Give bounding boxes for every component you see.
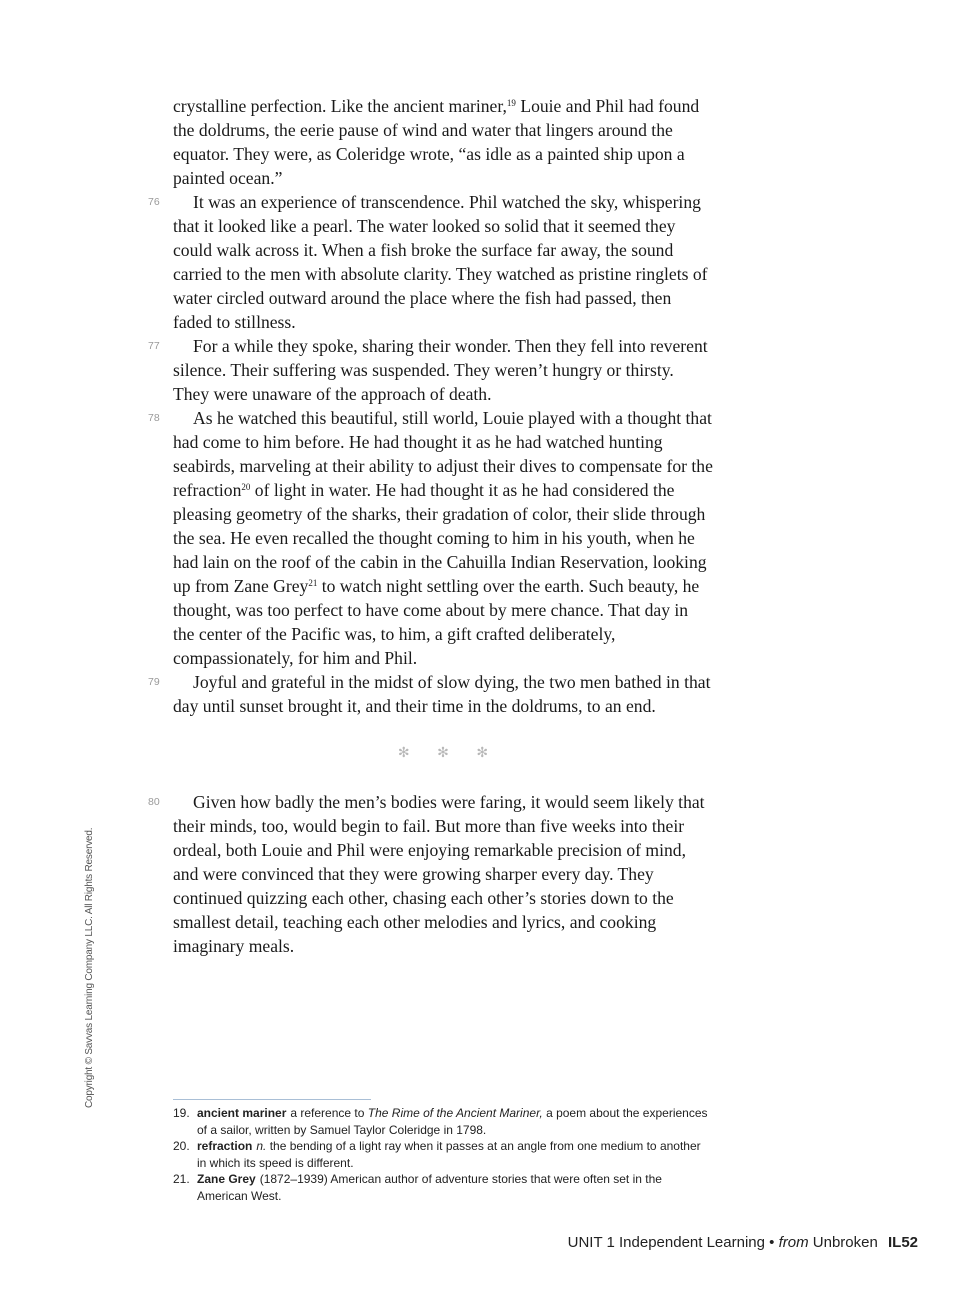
text-run: a poem about the experiences of a sailor, written by Samuel Taylor Coleridge in 1798.	[197, 1106, 708, 1137]
footnote	[173, 1138, 713, 1171]
text-run: Given how badly the men’s bodies were faring, it would seem likely that their minds, too, would begin to fail. But more than five weeks into their ordeal, both Louie and Phil were enjoying remarkable precision of mind, and were convinced that they were growing sharper every day. They continued quizzing each other, chasing each other’s stories down to the smallest detail, teaching each other melodies and lyrics, and cooking imaginary meals.	[173, 792, 705, 956]
paragraph-number: 80	[148, 796, 160, 808]
text-run: the bending of a light ray when it passes at an angle from one medium to another in which its speed is different.	[197, 1139, 701, 1170]
paragraph	[148, 670, 713, 718]
footnote-term: ancient mariner	[197, 1106, 287, 1120]
footnote	[173, 1105, 713, 1138]
paragraph-number: 76	[148, 196, 160, 208]
footnote-rule	[173, 1099, 371, 1100]
paragraph-text	[173, 334, 713, 406]
copyright-notice: Copyright © Savvas Learning Company LLC. All Rights Reserved.	[84, 827, 95, 1108]
footer-bullet: •	[769, 1234, 775, 1251]
paragraph	[148, 406, 713, 670]
footer-title: Unbroken	[812, 1234, 878, 1251]
paragraph-number: 79	[148, 676, 160, 688]
main-text	[148, 94, 713, 958]
paragraph	[148, 790, 713, 958]
paragraph	[148, 190, 713, 334]
paragraph-text	[173, 406, 713, 670]
paragraph-number: 78	[148, 412, 160, 424]
footer-from: from	[778, 1234, 809, 1251]
footnote-ref: 19	[506, 98, 516, 108]
text-run: (1872–1939) American author of adventure stories that were often set in the American West.	[197, 1172, 662, 1203]
italic-text: n.	[256, 1139, 267, 1153]
text-run: to watch night settling over the earth. Such beauty, he thought, was too perfect to have come about by mere chance. That day in the center of the Pacific was, to him, a gift crafted deliberately, compassionately, for him and Phil.	[173, 576, 700, 668]
page-footer	[568, 1234, 918, 1251]
footnote-number: 20.	[173, 1139, 190, 1153]
paragraph	[173, 94, 713, 190]
footer-unit: UNIT 1 Independent Learning	[567, 1234, 765, 1251]
text-run: a reference to	[290, 1106, 368, 1120]
paragraphs-after-break	[148, 790, 713, 958]
text-run: of light in water. He had thought it as he had considered the pleasing geometry of the sharks, their gradation of color, their slide through the sea. He even recalled the thought coming to him in his youth, when he had lain on the roof of the cabin in the Cahuilla Indian Reservation, looking up from Zane Grey	[173, 480, 707, 596]
text-run: For a while they spoke, sharing their wonder. Then they fell into reverent silence. Their suffering was suspended. They weren’t hungry or thirsty. They were unaware of the approach of death.	[173, 336, 708, 404]
paragraphs-before-break	[148, 94, 713, 718]
footnote-ref: 21	[308, 578, 318, 588]
footnote-number: 19.	[173, 1106, 190, 1120]
footnote-term: refraction	[197, 1139, 253, 1153]
italic-text: The Rime of the Ancient Mariner,	[367, 1106, 543, 1120]
text-run: As he watched this beautiful, still world, Louie played with a thought that had come to him before. He had thought it as he had watched hunting seabirds, marveling at their ability to adjust their dives to compensate for the refraction	[173, 408, 713, 500]
footnote	[173, 1171, 713, 1204]
text-run: It was an experience of transcendence. Phil watched the sky, whispering that it looked like a pearl. The water looked so solid that it seemed they could walk across it. When a fish broke the surface far away, the sound carried to the men with absolute clarity. They watched as pristine ringlets of water circled outward around the place where the fish had passed, then faded to stillness.	[173, 192, 708, 332]
page-number: IL52	[887, 1234, 918, 1251]
text-run: crystalline perfection. Like the ancient mariner,	[173, 96, 507, 116]
paragraph-text	[173, 96, 699, 188]
paragraph-text	[173, 190, 713, 334]
footnote-number: 21.	[173, 1172, 190, 1186]
footnotes	[173, 1105, 713, 1204]
footnote-ref: 20	[241, 482, 251, 492]
paragraph-text	[173, 670, 713, 718]
section-break: ✻ ✻ ✻	[397, 746, 501, 761]
paragraph-text	[173, 790, 713, 958]
paragraph-number: 77	[148, 340, 160, 352]
text-run: Joyful and grateful in the midst of slow dying, the two men bathed in that day until sunset brought it, and their time in the doldrums, to an end.	[173, 672, 711, 716]
paragraph	[148, 334, 713, 406]
footnote-term: Zane Grey	[197, 1172, 256, 1186]
text-run: Louie and Phil had found the doldrums, the eerie pause of wind and water that lingers around the equator. They were, as Coleridge wrote, “as idle as a painted ship upon a painted ocean.”	[173, 96, 700, 188]
